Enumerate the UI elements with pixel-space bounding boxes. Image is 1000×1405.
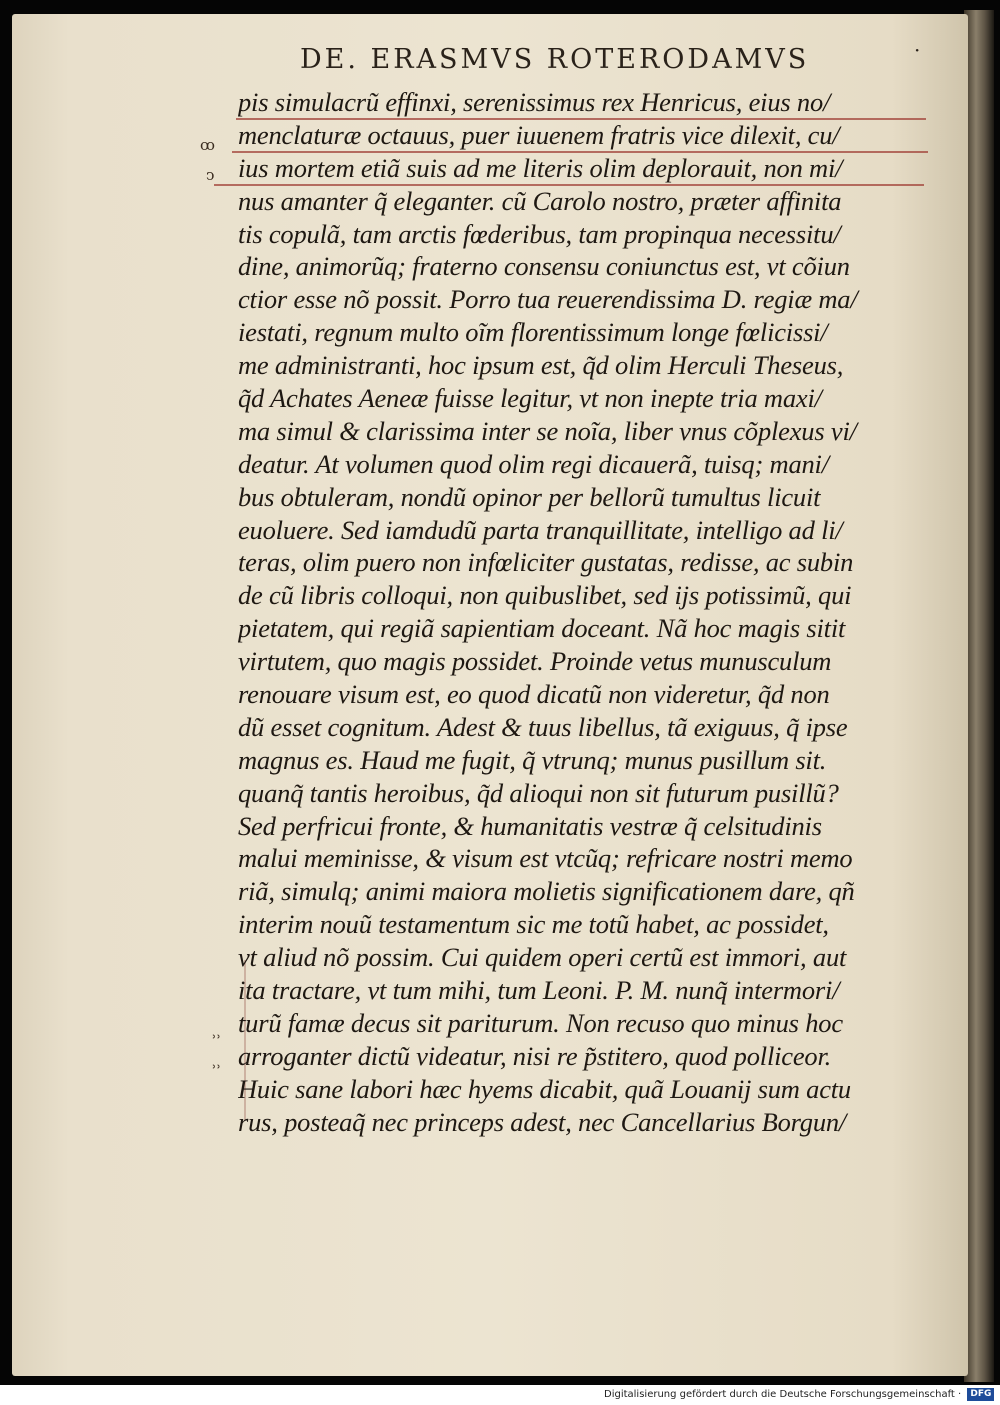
text-line: teras, olim puero non infœliciter gustatas, redisse, ac subin: [238, 547, 854, 578]
text-line: menclaturæ octauus, puer iuuenem fratris vice dilexit, cu/: [238, 119, 840, 150]
margin-annotation-mark: ˒˒: [212, 1028, 222, 1046]
text-line: bus obtuleram, nondũ opinor per bellorũ tumultus licuit: [238, 481, 821, 512]
margin-annotation-mark: ꝏ: [200, 136, 215, 154]
text-line: arroganter dictũ videatur, nisi re p̃stitero, quod polliceor.: [238, 1040, 832, 1071]
text-line: de cũ libris colloqui, non quibuslibet, sed ijs potissimũ, qui: [238, 580, 852, 611]
text-line: pietatem, qui regiã sapientiam doceant. Nã hoc magis sitit: [238, 613, 846, 644]
text-line: ius mortem etiã suis ad me literis olim deplorauit, non mi/: [238, 152, 843, 183]
text-line: ctior esse nõ possit. Porro tua reuerendissima D. regiæ ma/: [238, 284, 858, 315]
text-line: malui meminisse, & visum est vtcũq; refricare nostri memo: [238, 843, 853, 874]
running-head: DE. ERASMVS ROTERODAMVS: [300, 44, 810, 75]
text-line: q̃d Achates Aeneæ fuisse legitur, vt non inepte tria maxi/: [238, 383, 822, 414]
text-line: Sed perfricui fronte, & humanitatis vestræ q̃ celsitudinis: [238, 810, 822, 841]
text-line: riã, simulq; animi maiora molietis significationem dare, qñ: [238, 876, 855, 907]
digitization-credit: [604, 1386, 994, 1404]
running-head-mark: ·: [914, 38, 921, 62]
text-line: Huic sane labori hæc hyems dicabit, quã Louanij sum actu: [238, 1073, 851, 1104]
margin-annotation-mark: ˒˒: [212, 1058, 222, 1076]
text-line: virtutem, quo magis possidet. Proinde vetus munusculum: [238, 646, 832, 677]
text-line: deatur. At volumen quod olim regi dicauerã, tuisq; mani/: [238, 448, 829, 479]
text-line: iestati, regnum multo oĩm florentissimum longe fœlicissi/: [238, 317, 828, 348]
text-line: interim nouũ testamentum sic me totũ habet, ac possidet,: [238, 909, 829, 940]
text-line: me administranti, hoc ipsum est, q̃d olim Herculi Theseus,: [238, 350, 844, 381]
text-line: tis copulã, tam arctis fœderibus, tam propinqua necessitu/: [238, 218, 841, 249]
margin-annotation-mark: ↄ: [206, 166, 215, 184]
text-line: rus, posteaq̃ nec princeps adest, nec Cancellarius Borgun/: [238, 1106, 847, 1137]
text-line: dũ esset cognitum. Adest & tuus libellus, tã exiguus, q̃ ipse: [238, 711, 848, 742]
body-text: [238, 86, 958, 1139]
text-line: pis simulacrũ effinxi, serenissimus rex Henricus, eius no/: [238, 87, 831, 117]
dfg-logo: DFG: [967, 1388, 994, 1401]
text-line: vt aliud nõ possim. Cui quidem operi certũ est immori, aut: [238, 942, 847, 973]
text-line: euoluere. Sed iamdudũ parta tranquillitate, intelligo ad li/: [238, 514, 843, 545]
page-edge: [964, 10, 994, 1382]
text-line: ita tractare, vt tum mihi, tum Leoni. P. M. nunq̃ intermori/: [238, 975, 840, 1006]
text-line: ma simul & clarissima inter se noĩa, liber vnus cõplexus vi/: [238, 415, 857, 446]
text-line: turũ famæ decus sit pariturum. Non recuso quo minus hoc: [238, 1007, 843, 1038]
text-line: quanq̃ tantis heroibus, q̃d alioqui non sit futurum pusillũ?: [238, 777, 839, 808]
text-line: magnus es. Haud me fugit, q̃ vtrunq; munus pusillum sit.: [238, 744, 827, 775]
text-line: dine, animorũq; fraterno consensu coniunctus est, vt cõiun: [238, 251, 850, 282]
text-line: renouare visum est, eo quod dicatũ non videretur, q̃d non: [238, 679, 830, 710]
credit-text: Digitalisierung gefördert durch die Deutsche Forschungsgemeinschaft ·: [604, 1389, 962, 1400]
text-line: nus amanter q̃ eleganter. cũ Carolo nostro, præter affinita: [238, 185, 842, 216]
